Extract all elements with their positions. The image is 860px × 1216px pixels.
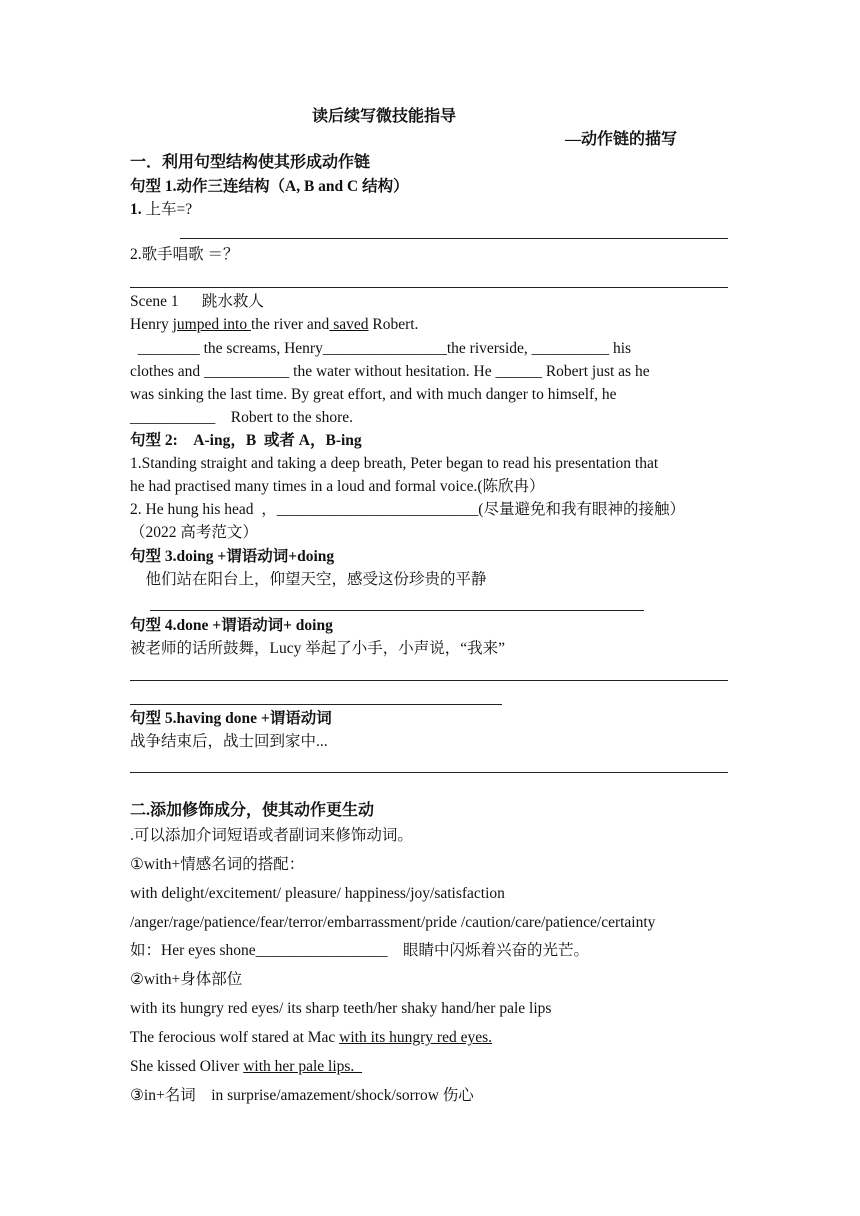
scene-example-verb-2: saved (329, 316, 369, 333)
pattern2-heading: 句型 2: A-ing，B 或者 A，B-ing (130, 432, 362, 449)
item2-example-2-text: She kissed Oliver (130, 1058, 244, 1075)
answer-line-4 (130, 680, 728, 681)
pattern3-heading: 句型 3.doing +谓语动词+doing (130, 548, 335, 565)
pattern4-heading: 句型 4.done +谓语动词+ doing (130, 617, 333, 634)
answer-line-5 (130, 704, 502, 705)
item2-example-2-underlined: with her pale lips. (243, 1058, 363, 1075)
scene-example-verb-1: jumped into (172, 316, 251, 333)
scene-example-part: Henry (130, 316, 173, 333)
question-1-text: 上车=? (141, 201, 193, 218)
section1-heading: 一．利用句型结构使其形成动作链 (130, 154, 371, 171)
pattern2-line-4: （2022 高考范文） (130, 524, 258, 541)
pattern3-text: 他们站在阳台上，仰望天空，感受这份珍贵的平静 (130, 571, 487, 588)
section2-heading: 二.添加修饰成分，使其动作更生动 (130, 802, 375, 819)
answer-line-6 (130, 772, 728, 773)
pattern4-text: 被老师的话所鼓舞，Lucy 举起了小手，小声说，“我来” (130, 640, 505, 657)
pattern2-line-2: he had practised many times in a loud and formal voice.(陈欣冉） (130, 478, 545, 495)
item1-title: ①with+情感名词的搭配： (130, 856, 305, 873)
document-subtitle: —动作链的描写 (565, 131, 678, 148)
item2-example-2 (130, 1057, 362, 1077)
item1-line-2: /anger/rage/patience/fear/terror/embarrassment/pride /caution/care/patience/certainty (130, 914, 656, 931)
document-title: 读后续写微技能指导 (312, 108, 457, 125)
scene-exercise-line-3: was sinking the last time. By great effort, and with much danger to himself, he (130, 386, 617, 403)
scene-exercise-line-1: ________ the screams, Henry________________the riverside, __________ his (130, 340, 632, 357)
question-1 (130, 200, 192, 220)
scene-exercise-line-4: ___________ Robert to the shore. (130, 409, 354, 426)
answer-line-3 (150, 610, 644, 611)
item3-line: ③in+名词 in surprise/amazement/shock/sorrow 伤心 (130, 1087, 474, 1104)
scene-example-part: the river and (250, 316, 330, 333)
pattern5-heading: 句型 5.having done +谓语动词 (130, 710, 332, 727)
section2-intro: .可以添加介词短语或者副词来修饰动词。 (130, 827, 413, 844)
item2-example-1-underlined: with its hungry red eyes. (339, 1029, 492, 1046)
item2-example-1 (130, 1028, 492, 1048)
question-1-number: 1. (130, 201, 142, 218)
pattern2-line-3: 2. He hung his head ，__________________________(尽量避免和我有眼神的接触） (130, 501, 685, 518)
item1-line-1: with delight/excitement/ pleasure/ happiness/joy/satisfaction (130, 885, 505, 902)
scene-example (130, 315, 418, 335)
pattern5-text: 战争结束后，战士回到家中... (130, 733, 328, 750)
scene-title: Scene 1 跳水救人 (130, 293, 264, 310)
answer-line-1 (180, 238, 728, 239)
pattern1-heading: 句型 1.动作三连结构（A, B and C 结构） (130, 178, 409, 195)
question-2: 2.歌手唱歌 ＝？ (130, 246, 239, 263)
item2-line-1: with its hungry red eyes/ its sharp teeth/her shaky hand/her pale lips (130, 1000, 552, 1017)
scene-exercise-line-2: clothes and ___________ the water without hesitation. He ______ Robert just as he (130, 363, 650, 380)
item2-example-1-text: The ferocious wolf stared at Mac (130, 1029, 340, 1046)
scene-example-part: Robert. (368, 316, 419, 333)
item2-title: ②with+身体部位 (130, 971, 243, 988)
pattern2-line-1: 1.Standing straight and taking a deep breath, Peter began to read his presentation that (130, 455, 659, 472)
item1-example: 如：Her eyes shone_________________ 眼睛中闪烁着兴奋的光芒。 (130, 942, 589, 959)
answer-line-2 (130, 287, 728, 288)
